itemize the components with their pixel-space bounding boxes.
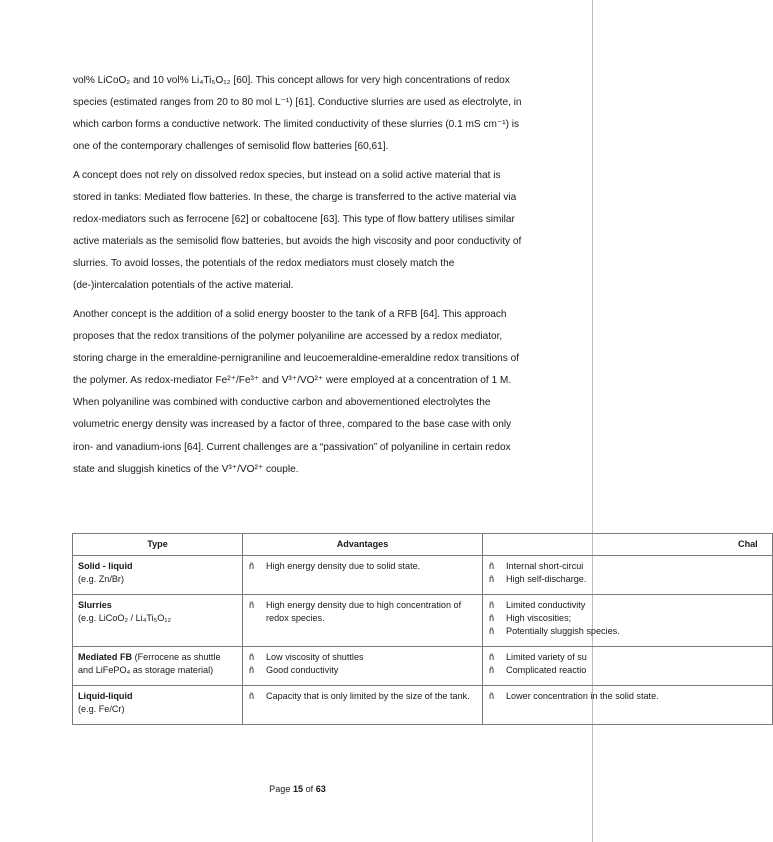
cell-advantages: [243, 556, 483, 595]
advantages-item: [247, 690, 478, 703]
challenges-item: [487, 560, 768, 573]
type-detail: (Ferrocene as shuttle and LiFePO₄ as storage material): [78, 652, 221, 675]
table-row: [73, 595, 773, 647]
challenges-text: Internal short-circui: [506, 561, 584, 571]
cell-type: [73, 686, 243, 725]
advantages-text: Low viscosity of shuttles: [266, 652, 364, 662]
bullet-icon: ñ: [489, 561, 495, 571]
type-name: Liquid-liquid: [78, 691, 133, 701]
cell-challenges: [483, 647, 773, 686]
challenges-item: [487, 664, 768, 677]
table-row: [73, 556, 773, 595]
cell-advantages: [243, 686, 483, 725]
footer-page-number: 15: [292, 784, 304, 794]
bullet-icon: ñ: [249, 665, 255, 675]
bullet-icon: ñ: [489, 665, 495, 675]
challenges-text: Potentially sluggish species.: [506, 626, 620, 636]
cell-type: [73, 647, 243, 686]
bullet-icon: ñ: [249, 652, 255, 662]
paragraph-mediated-flow: A concept does not rely on dissolved redox species, but instead on a solid active material that is stored in tanks: Mediated flow batteries. In these, the charge is transferred to the active material via redox-mediators such as ferrocene [62] or cobaltocene [63]. This type of flow battery utilises similar active materials as the semisolid flow batteries, but avoids the high viscosity and poor conductivity of slurries. To avoid losses, the potentials of the redox mediators must closely match the (de-)intercalation potentials of the active material.: [73, 169, 522, 292]
paragraph-energy-booster: Another concept is the addition of a solid energy booster to the tank of a RFB [64]. This approach proposes that the redox transitions of the polymer polyaniline are accessed by a redox mediator, storing charge in the emeraldine-pernigraniline and leucoemeraldine-emeraldine redox transitions of the polymer. As redox-mediator Fe²⁺/Fe³⁺ and V³⁺/VO²⁺ were employed at a concentration of 1 M. When polyaniline was combined with conductive carbon and abovementioned electrolytes the volumetric energy density was increased by a factor of three, compared to the base case with only iron- and vanadium-ions [64]. Current challenges are a “passivation” of polyaniline in certain redox state and sluggish kinetics of the V³⁺/VO²⁺ couple.: [73, 308, 520, 475]
footer-prefix: Page: [269, 784, 293, 794]
paragraph-semisolid: vol% LiCoO₂ and 10 vol% Li₄Ti₅O₁₂ [60]. This concept allows for very high concentrations of redox species (estimated ranges from 20 to 80 mol L⁻¹) [61]. Conductive slurries are used as electrolyte, in which carbon forms a conductive network. The limited conductivity of these slurries (0.1 mS cm⁻¹) is one of the contemporary challenges of semisolid flow batteries [60,61].: [73, 75, 522, 153]
type-detail: (e.g. LiCoO₂ / Li₄Ti₅O₁₂: [78, 613, 171, 623]
challenges-text: Limited variety of su: [506, 652, 587, 662]
bullet-icon: ñ: [489, 613, 495, 623]
bullet-icon: ñ: [249, 561, 255, 571]
bullet-icon: ñ: [249, 691, 255, 701]
bullet-icon: ñ: [489, 600, 495, 610]
challenges-item: [487, 690, 768, 703]
bullet-icon: ñ: [489, 691, 495, 701]
header-type: Type: [73, 534, 243, 556]
type-detail: (e.g. Zn/Br): [78, 574, 124, 584]
challenges-text: Lower concentration in the solid state.: [506, 691, 659, 701]
advantages-text: High energy density due to high concentration of redox species.: [266, 600, 462, 623]
advantages-text: High energy density due to solid state.: [266, 561, 421, 571]
bullet-icon: ñ: [249, 600, 255, 610]
advantages-text: Capacity that is only limited by the size of the tank.: [266, 691, 470, 701]
challenges-item: [487, 599, 768, 612]
advantages-item: [247, 651, 478, 664]
header-challenges: Chal: [483, 534, 773, 556]
advantages-item: [247, 664, 478, 677]
table-header-row: [73, 534, 773, 556]
table-row: [73, 686, 773, 725]
bullet-icon: ñ: [489, 626, 495, 636]
advantages-text: Good conductivity: [266, 665, 339, 675]
challenges-text: Limited conductivity: [506, 600, 586, 610]
type-name: Mediated FB: [78, 652, 133, 662]
page-footer: [0, 784, 595, 794]
bullet-icon: ñ: [489, 574, 495, 584]
cell-advantages: [243, 595, 483, 647]
comparison-table: [72, 533, 758, 741]
table-row: [73, 647, 773, 686]
cell-challenges: [483, 686, 773, 725]
type-name: Slurries: [78, 600, 112, 610]
type-detail: (e.g. Fe/Cr): [78, 704, 125, 714]
header-advantages: Advantages: [243, 534, 483, 556]
cell-challenges: [483, 595, 773, 647]
challenges-text: Complicated reactio: [506, 665, 587, 675]
type-name: Solid - liquid: [78, 561, 133, 571]
challenges-item: [487, 612, 768, 625]
footer-middle: of: [303, 784, 316, 794]
cell-challenges: [483, 556, 773, 595]
advantages-item: [247, 560, 478, 573]
cell-type: [73, 595, 243, 647]
body-text: [73, 70, 523, 487]
bullet-icon: ñ: [489, 652, 495, 662]
challenges-item: [487, 625, 768, 638]
challenges-item: [487, 651, 768, 664]
challenges-text: High viscosities;: [506, 613, 572, 623]
footer-page-total: 63: [315, 784, 326, 794]
challenges-item: [487, 573, 768, 586]
cell-advantages: [243, 647, 483, 686]
challenges-text: High self-discharge.: [506, 574, 587, 584]
cell-type: [73, 556, 243, 595]
advantages-item: [247, 599, 478, 625]
